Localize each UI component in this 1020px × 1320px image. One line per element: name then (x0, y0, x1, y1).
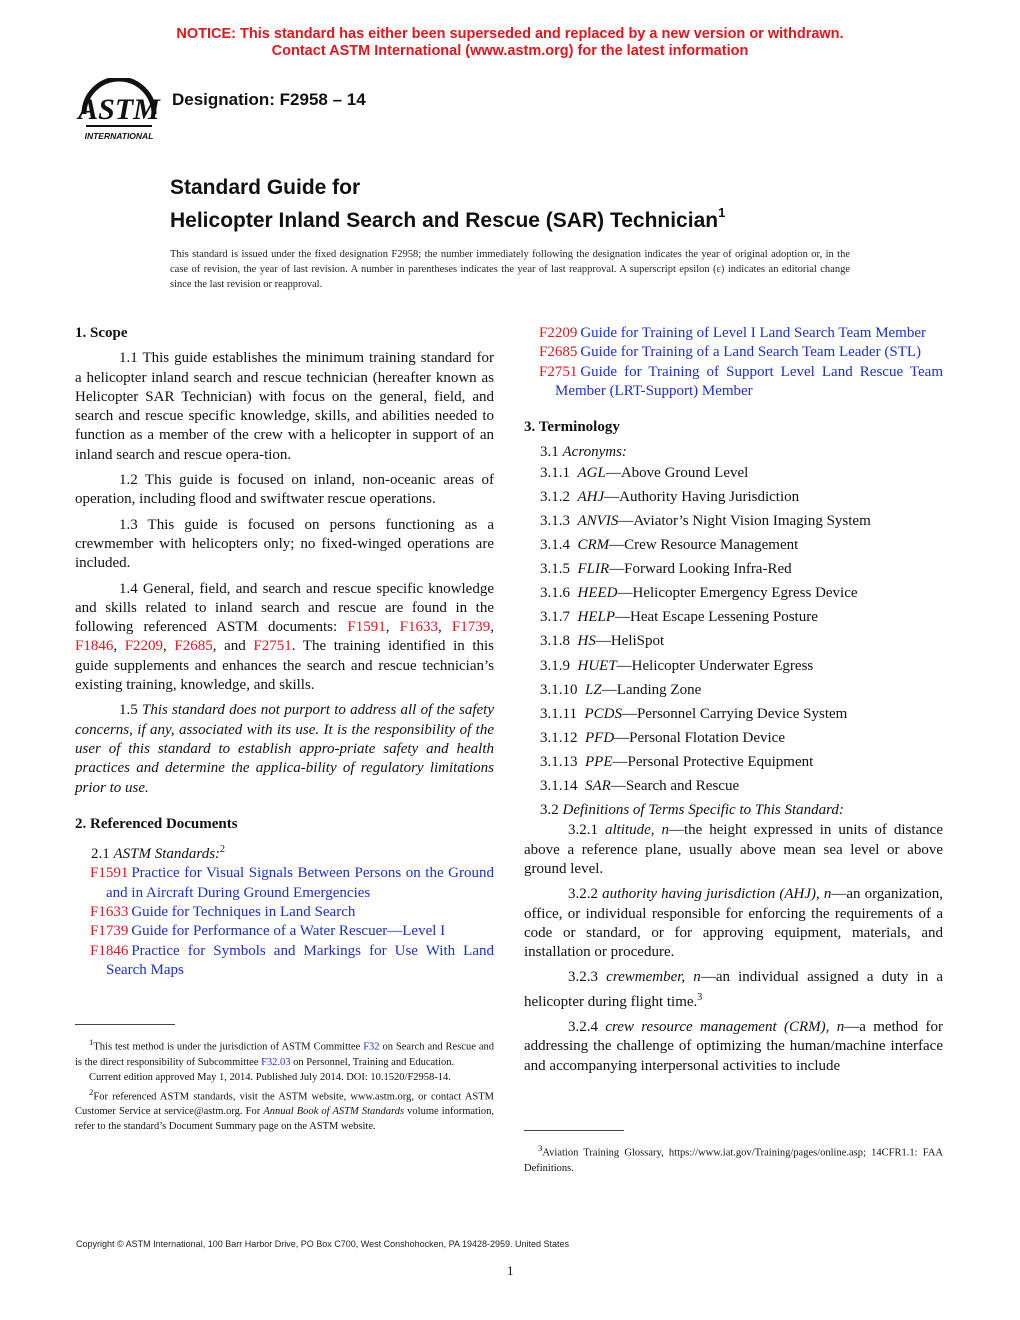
definition-item: 3.2.2 authority having jurisdiction (AHJ), n—an organization, office, or individual responsible for enforcing the requirements of a code or standard, or for approving equipment, materials, and installation or procedure. (524, 886, 944, 961)
acronym-item: 3.1.6 HEED—Helicopter Emergency Egress Device (540, 585, 858, 602)
document-title (170, 174, 725, 234)
ref-item[interactable]: F1633 Guide for Techniques in Land Search (90, 904, 356, 921)
title-line-1: Standard Guide for (170, 176, 361, 199)
title-line-2: Helicopter Inland Search and Rescue (SAR) Technician$^1$ (170, 205, 726, 232)
section-scope-heading: 1. Scope (75, 325, 128, 341)
ref-link[interactable]: F1633 (399, 619, 438, 636)
footnote-2: $^2$For referenced ASTM standards, visit the ASTM website, www.astm.org, or contact ASTM Customer Service at service@astm.org. For Annual Book of ASTM Standards volume information, refer to the standard’s Document Summary page on the ASTM website. (75, 1086, 494, 1132)
subcommittee-link[interactable]: F32.03 (261, 1056, 291, 1068)
astm-logo (74, 78, 164, 144)
acronym-item: 3.1.10 LZ—Landing Zone (540, 681, 702, 698)
left-column (75, 324, 494, 980)
ref-link[interactable]: F2751 (253, 638, 292, 655)
committee-link[interactable]: F32 (363, 1041, 380, 1053)
footnote-rule (75, 1024, 175, 1025)
definition-item: 3.2.3 crewmember, n—an individual assigned a duty in a helicopter during flight time.$^3$ (524, 969, 943, 1010)
ref-link[interactable]: F1591 (347, 619, 386, 636)
logo-subtext: INTERNATIONAL (84, 131, 154, 141)
acronym-item: 3.1.12 PFD—Personal Flotation Device (540, 729, 785, 746)
ref-link[interactable]: F1739 (451, 619, 491, 636)
right-column (524, 324, 943, 1076)
issue-note: This standard is issued under the fixed designation F2958; the number immediately following the designation indicates the year of original adoption or, in the case of revision, the year of last revision. A number in parentheses indicates the year of last reapproval. A superscript epsilon (ε) indicates an editorial change since the last revision or reapproval. (170, 249, 850, 290)
acronym-item: 3.1.1 AGL—Above Ground Level (540, 464, 749, 481)
ref-link[interactable]: F1846 (75, 638, 114, 655)
acronym-item: 3.1.4 CRM—Crew Resource Management (540, 537, 799, 554)
acronym-item: 3.1.2 AHJ—Authority Having Jurisdiction (540, 488, 800, 505)
ref-item[interactable]: F2209 Guide for Training of Level I Land Search Team Member (539, 325, 927, 341)
definition-item: 3.2.1 altitude, n—the height expressed in units of distance above a reference plane, usually above mean sea level or above ground level. (524, 822, 943, 877)
acronym-item: 3.1.13 PPE—Personal Protective Equipment (540, 753, 814, 770)
notice-line-1: NOTICE: This standard has either been superseded and replaced by a new version or withdrawn. (176, 26, 844, 42)
designation: Designation: F2958 – 14 (172, 90, 366, 109)
title-footnote-mark: 1 (718, 205, 726, 220)
copyright: Copyright © ASTM International, 100 Barr Harbor Drive, PO Box C700, West Conshohocken, PA 19428-2959. United States (76, 1239, 570, 1249)
astm-standards-label: 2.1 ASTM Standards:$^2$ (91, 844, 226, 863)
page-number: 1 (507, 1263, 514, 1278)
section-refdocs-heading: 2. Referenced Documents (75, 815, 238, 832)
footnote-rule (524, 1130, 624, 1131)
section-terminology-heading: 3. Terminology (524, 419, 620, 436)
acronym-item: 3.1.3 ANVIS—Aviator’s Night Vision Imaging System (540, 512, 871, 529)
acronym-item: 3.1.11 PCDS—Personnel Carrying Device System (540, 705, 848, 722)
acronym-item: 3.1.5 FLIR—Forward Looking Infra-Red (540, 561, 792, 578)
acronym-item: 3.1.14 SAR—Search and Rescue (540, 778, 740, 794)
ref-item[interactable]: F1591 Practice for Visual Signals Between Persons on the Ground and in Aircraft During Ground Emergencies (90, 865, 494, 901)
scope-1-5: 1.5 This standard does not purport to address all of the safety concerns, if any, associated with its use. It is the responsibility of the user of this standard to establish appro-priate safety and health practices and determine the applica-bility of regulatory limitations prior to use. (75, 702, 495, 796)
scope-1-4: 1.4 General, field, and search and rescue specific knowledge and skills related to inland search and rescue are found in the following referenced ASTM documents: F1591, F1633, F1739, F1846, F2209, F2685, and F2751. The training identified in this guide supplements and enhances the search and rescue technician’s existing training, knowledge, and skills. (75, 580, 495, 694)
ref-item[interactable]: F2685 Guide for Training of a Land Search Team Leader (STL) (539, 344, 921, 361)
notice-line-2: Contact ASTM International (www.astm.org) for the latest information (271, 43, 749, 59)
ref-item[interactable]: F1846 Practice for Symbols and Markings for Use With Land Search Maps (90, 942, 494, 978)
ref-link[interactable]: F2209 (124, 638, 164, 655)
ref-item[interactable]: F1739 Guide for Performance of a Water Rescuer—Level I (90, 923, 446, 940)
definition-item: 3.2.4 crew resource management (CRM), n—a method for addressing the challenge of optimizing the human/machine interface and accompanying interpersonal activities to include (524, 1019, 944, 1074)
scope-1-1: 1.1 This guide establishes the minimum training standard for a helicopter inland search and rescue technician (hereafter known as Helicopter SAR Technician) with focus on the general, field, and search and rescue specific knowledge, skills, and abilities needed to function as a member of the crew with a helicopter in support of an inland search and rescue opera-tion. (75, 350, 494, 463)
ref-item[interactable]: F2751 Guide for Training of Support Level Land Rescue Team Member (LRT-Support) Member (539, 363, 943, 399)
scope-1-3: 1.3 This guide is focused on persons functioning as a crewmember with helicopters only; no fixed-winged operations are included. (75, 516, 494, 572)
acronym-item: 3.1.9 HUET—Helicopter Underwater Egress (540, 657, 814, 674)
acronyms-label: 3.1 Acronyms: (540, 444, 627, 461)
superseded-notice (0, 26, 1020, 60)
footnote-1: $^1$This test method is under the jurisdiction of ASTM Committee F32 on Search and Rescue and is the direct responsibility of Subcommittee F32.03 on Personnel, Training and Education. (75, 1037, 494, 1068)
definitions-label: 3.2 Definitions of Terms Specific to This Standard: (540, 802, 844, 819)
left-footnotes (75, 1024, 494, 1134)
scope-1-2: 1.2 This guide is focused on inland, non-oceanic areas of operation, including flood and swiftwater rescue operations. (75, 472, 494, 508)
right-footnotes (524, 1130, 943, 1176)
acronym-item: 3.1.8 HS—HeliSpot (540, 633, 665, 650)
footnote-3: $^3$Aviation Training Glossary, https://www.iat.gov/Training/pages/online.asp; 14CFR1.1: FAA Definitions. (524, 1143, 943, 1174)
ref-link[interactable]: F2685 (174, 638, 213, 655)
footnote-1-edition: Current edition approved May 1, 2014. Published July 2014. DOI: 10.1520/F2958-14. (89, 1071, 451, 1083)
logo-text: ASTM (78, 93, 160, 126)
acronym-item: 3.1.7 HELP—Heat Escape Lessening Posture (540, 609, 818, 626)
